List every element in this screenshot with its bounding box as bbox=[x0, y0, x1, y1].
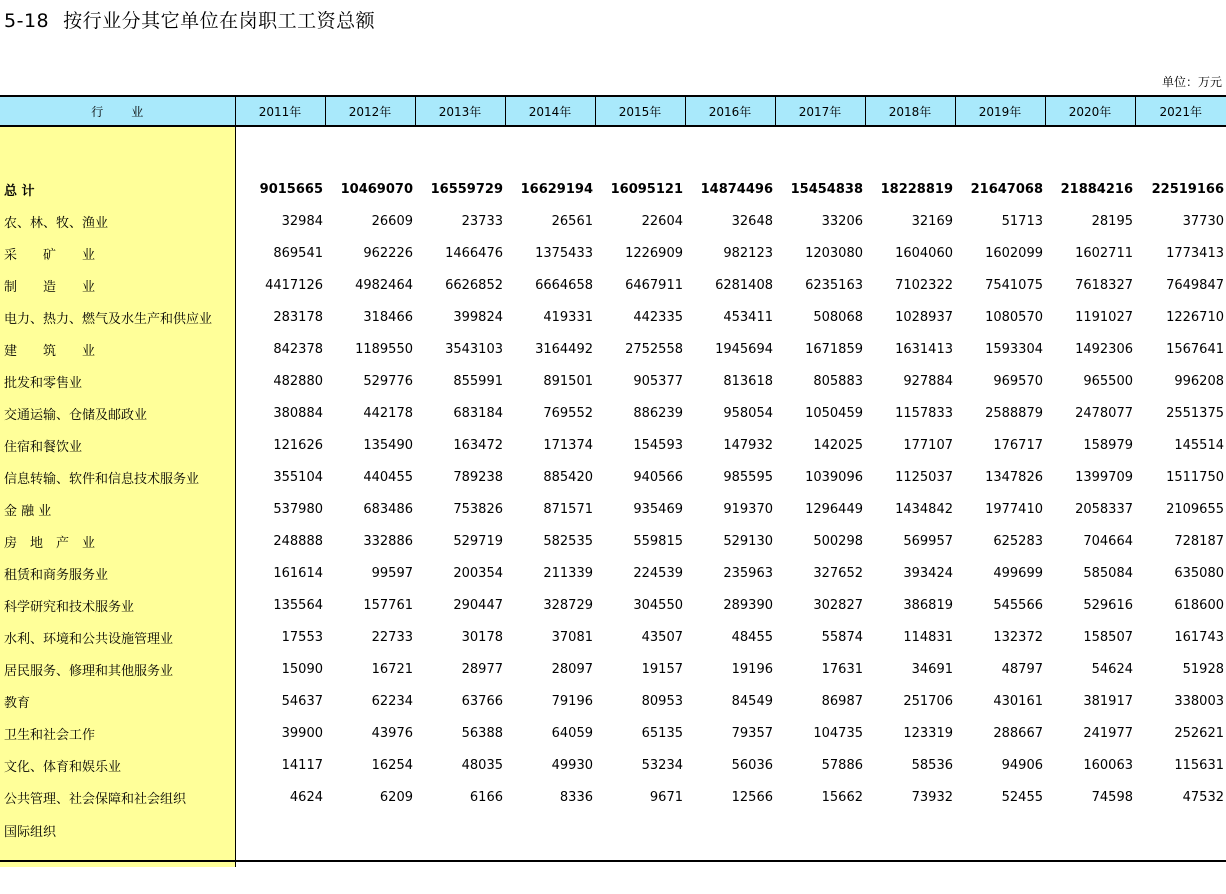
value-cell: 62234 bbox=[371, 693, 413, 709]
value-cell: 6166 bbox=[469, 789, 503, 805]
value-cell: 79357 bbox=[731, 725, 773, 741]
value-cell: 94906 bbox=[1001, 757, 1043, 773]
value-cell: 1602711 bbox=[1075, 245, 1133, 261]
table-row bbox=[0, 749, 1226, 781]
value-cell: 283178 bbox=[273, 309, 323, 325]
value-cell: 157761 bbox=[363, 597, 413, 613]
value-cell: 65135 bbox=[641, 725, 683, 741]
value-cell: 6467911 bbox=[625, 277, 683, 293]
value-cell: 48035 bbox=[461, 757, 503, 773]
value-cell: 48797 bbox=[1001, 661, 1043, 677]
value-cell: 135564 bbox=[273, 597, 323, 613]
value-cell: 9671 bbox=[649, 789, 683, 805]
value-cell bbox=[775, 813, 865, 867]
value-cell bbox=[235, 813, 325, 867]
value-cell: 21884216 bbox=[1060, 181, 1133, 197]
value-cell: 16559729 bbox=[430, 181, 503, 197]
value-cell: 51713 bbox=[1001, 213, 1043, 229]
value-cell: 2478077 bbox=[1075, 405, 1133, 421]
value-cell: 683486 bbox=[363, 501, 413, 517]
value-cell: 32648 bbox=[731, 213, 773, 229]
value-cell: 1977410 bbox=[985, 501, 1043, 517]
value-cell: 529719 bbox=[453, 533, 503, 549]
value-cell: 304550 bbox=[633, 597, 683, 613]
value-cell: 251706 bbox=[903, 693, 953, 709]
value-cell: 52455 bbox=[1001, 789, 1043, 805]
value-cell: 442335 bbox=[633, 309, 683, 325]
table-row bbox=[0, 685, 1226, 717]
industry-name: 房 地 产 业 bbox=[0, 525, 235, 557]
value-cell: 813618 bbox=[723, 373, 773, 389]
value-cell: 19157 bbox=[641, 661, 683, 677]
value-cell bbox=[1135, 813, 1226, 867]
year-header: 2014年 bbox=[505, 96, 595, 126]
value-cell: 48455 bbox=[731, 629, 773, 645]
value-cell: 51928 bbox=[1182, 661, 1224, 677]
table-row bbox=[0, 493, 1226, 525]
table-row bbox=[0, 525, 1226, 557]
value-cell: 33206 bbox=[821, 213, 863, 229]
value-cell: 1296449 bbox=[805, 501, 863, 517]
value-cell: 1189550 bbox=[355, 341, 413, 357]
value-cell: 1039096 bbox=[805, 469, 863, 485]
industry-name: 总 计 bbox=[0, 173, 235, 205]
value-cell: 64059 bbox=[551, 725, 593, 741]
value-cell: 7649847 bbox=[1166, 277, 1224, 293]
value-cell: 1125037 bbox=[895, 469, 953, 485]
industry-name: 电力、热力、燃气及水生产和供应业 bbox=[0, 301, 235, 333]
value-cell: 6281408 bbox=[715, 277, 773, 293]
table-row bbox=[0, 237, 1226, 269]
value-cell: 618600 bbox=[1174, 597, 1224, 613]
value-cell: 2551375 bbox=[1166, 405, 1224, 421]
value-cell: 17631 bbox=[821, 661, 863, 677]
value-cell: 1050459 bbox=[805, 405, 863, 421]
value-cell: 171374 bbox=[543, 437, 593, 453]
value-cell: 842378 bbox=[273, 341, 323, 357]
table-row bbox=[0, 333, 1226, 365]
value-cell: 1080570 bbox=[985, 309, 1043, 325]
value-cell: 99597 bbox=[371, 565, 413, 581]
industry-name: 租赁和商务服务业 bbox=[0, 557, 235, 589]
value-cell: 1604060 bbox=[895, 245, 953, 261]
value-cell: 393424 bbox=[903, 565, 953, 581]
value-cell: 7541075 bbox=[985, 277, 1043, 293]
value-cell: 1593304 bbox=[985, 341, 1043, 357]
value-cell: 135490 bbox=[363, 437, 413, 453]
value-cell: 2058337 bbox=[1075, 501, 1133, 517]
value-cell: 17553 bbox=[281, 629, 323, 645]
value-cell: 32984 bbox=[281, 213, 323, 229]
value-cell: 14874496 bbox=[700, 181, 773, 197]
value-cell: 982123 bbox=[723, 245, 773, 261]
value-cell: 14117 bbox=[281, 757, 323, 773]
value-cell: 28195 bbox=[1091, 213, 1133, 229]
value-cell: 996208 bbox=[1174, 373, 1224, 389]
value-cell: 154593 bbox=[633, 437, 683, 453]
table-row bbox=[0, 621, 1226, 653]
value-cell: 43507 bbox=[641, 629, 683, 645]
value-cell: 290447 bbox=[453, 597, 503, 613]
value-cell: 559815 bbox=[633, 533, 683, 549]
value-cell: 332886 bbox=[363, 533, 413, 549]
value-cell: 37081 bbox=[551, 629, 593, 645]
value-cell: 132372 bbox=[993, 629, 1043, 645]
industry-name: 采 矿 业 bbox=[0, 237, 235, 269]
value-cell: 160063 bbox=[1083, 757, 1133, 773]
table-number: 5-18 bbox=[4, 10, 50, 32]
value-cell: 6209 bbox=[379, 789, 413, 805]
value-cell: 728187 bbox=[1174, 533, 1224, 549]
value-cell: 1434842 bbox=[895, 501, 953, 517]
value-cell: 86987 bbox=[821, 693, 863, 709]
value-cell: 891501 bbox=[543, 373, 593, 389]
value-cell: 15090 bbox=[281, 661, 323, 677]
value-cell: 58536 bbox=[911, 757, 953, 773]
value-cell: 635080 bbox=[1174, 565, 1224, 581]
value-cell: 1511750 bbox=[1166, 469, 1224, 485]
year-header: 2021年 bbox=[1135, 96, 1226, 126]
page-title bbox=[4, 6, 375, 33]
value-cell: 200354 bbox=[453, 565, 503, 581]
value-cell: 962226 bbox=[363, 245, 413, 261]
value-cell: 37730 bbox=[1182, 213, 1224, 229]
table-row bbox=[0, 397, 1226, 429]
value-cell bbox=[325, 813, 415, 867]
value-cell bbox=[1045, 813, 1135, 867]
value-cell: 73932 bbox=[911, 789, 953, 805]
industry-name: 农、林、牧、渔业 bbox=[0, 205, 235, 237]
table-row bbox=[0, 365, 1226, 397]
industry-name: 科学研究和技术服务业 bbox=[0, 589, 235, 621]
industry-name: 交通运输、仓储及邮政业 bbox=[0, 397, 235, 429]
value-cell: 1226710 bbox=[1166, 309, 1224, 325]
value-cell: 869541 bbox=[273, 245, 323, 261]
value-cell: 54637 bbox=[281, 693, 323, 709]
table-row bbox=[0, 557, 1226, 589]
value-cell: 885420 bbox=[543, 469, 593, 485]
value-cell: 57886 bbox=[821, 757, 863, 773]
value-cell: 537980 bbox=[273, 501, 323, 517]
industry-name: 制 造 业 bbox=[0, 269, 235, 301]
value-cell: 969570 bbox=[993, 373, 1043, 389]
value-cell: 1226909 bbox=[625, 245, 683, 261]
value-cell: 529776 bbox=[363, 373, 413, 389]
year-header: 2020年 bbox=[1045, 96, 1135, 126]
value-cell: 4417126 bbox=[265, 277, 323, 293]
value-cell: 327652 bbox=[813, 565, 863, 581]
value-cell: 18228819 bbox=[880, 181, 953, 197]
value-cell: 176717 bbox=[993, 437, 1043, 453]
table-bottom-rule bbox=[0, 860, 1226, 862]
value-cell: 54624 bbox=[1091, 661, 1133, 677]
value-cell: 2752558 bbox=[625, 341, 683, 357]
value-cell: 147932 bbox=[723, 437, 773, 453]
table-row bbox=[0, 429, 1226, 461]
value-cell: 585084 bbox=[1083, 565, 1133, 581]
value-cell: 399824 bbox=[453, 309, 503, 325]
value-cell: 47532 bbox=[1182, 789, 1224, 805]
value-cell: 30178 bbox=[461, 629, 503, 645]
value-cell: 158507 bbox=[1083, 629, 1133, 645]
value-cell bbox=[865, 813, 955, 867]
value-cell: 328729 bbox=[543, 597, 593, 613]
value-cell: 15662 bbox=[821, 789, 863, 805]
value-cell: 1157833 bbox=[895, 405, 953, 421]
value-cell: 1347826 bbox=[985, 469, 1043, 485]
value-cell: 2109655 bbox=[1166, 501, 1224, 517]
value-cell: 56388 bbox=[461, 725, 503, 741]
value-cell: 235963 bbox=[723, 565, 773, 581]
value-cell: 23733 bbox=[461, 213, 503, 229]
value-cell: 500298 bbox=[813, 533, 863, 549]
value-cell: 769552 bbox=[543, 405, 593, 421]
table-row bbox=[0, 461, 1226, 493]
value-cell: 440455 bbox=[363, 469, 413, 485]
value-cell: 39900 bbox=[281, 725, 323, 741]
value-cell: 12566 bbox=[731, 789, 773, 805]
industry-header: 行业 bbox=[0, 96, 235, 126]
value-cell: 1466476 bbox=[445, 245, 503, 261]
value-cell: 104735 bbox=[813, 725, 863, 741]
year-header: 2017年 bbox=[775, 96, 865, 126]
value-cell: 16629194 bbox=[520, 181, 593, 197]
value-cell: 508068 bbox=[813, 309, 863, 325]
value-cell: 453411 bbox=[723, 309, 773, 325]
industry-name: 住宿和餐饮业 bbox=[0, 429, 235, 461]
value-cell: 53234 bbox=[641, 757, 683, 773]
table-row bbox=[0, 301, 1226, 333]
industry-name: 文化、体育和娱乐业 bbox=[0, 749, 235, 781]
value-cell: 8336 bbox=[559, 789, 593, 805]
value-cell: 855991 bbox=[453, 373, 503, 389]
value-cell: 965500 bbox=[1083, 373, 1133, 389]
value-cell: 22519166 bbox=[1151, 181, 1224, 197]
value-cell: 177107 bbox=[903, 437, 953, 453]
value-cell: 985595 bbox=[723, 469, 773, 485]
industry-name: 批发和零售业 bbox=[0, 365, 235, 397]
value-cell: 22604 bbox=[641, 213, 683, 229]
value-cell: 74598 bbox=[1091, 789, 1133, 805]
year-header: 2019年 bbox=[955, 96, 1045, 126]
value-cell: 15454838 bbox=[790, 181, 863, 197]
value-cell: 338003 bbox=[1174, 693, 1224, 709]
year-header: 2013年 bbox=[415, 96, 505, 126]
value-cell: 381917 bbox=[1083, 693, 1133, 709]
value-cell: 16095121 bbox=[610, 181, 683, 197]
value-cell: 905377 bbox=[633, 373, 683, 389]
value-cell: 79196 bbox=[551, 693, 593, 709]
year-header: 2012年 bbox=[325, 96, 415, 126]
value-cell: 1375433 bbox=[535, 245, 593, 261]
value-cell: 805883 bbox=[813, 373, 863, 389]
spacer-row bbox=[0, 126, 1226, 173]
value-cell: 302827 bbox=[813, 597, 863, 613]
value-cell: 16721 bbox=[371, 661, 413, 677]
year-header: 2011年 bbox=[235, 96, 325, 126]
value-cell: 355104 bbox=[273, 469, 323, 485]
value-cell: 582535 bbox=[543, 533, 593, 549]
value-cell: 1567641 bbox=[1166, 341, 1224, 357]
value-cell: 22733 bbox=[371, 629, 413, 645]
value-cell: 1671859 bbox=[805, 341, 863, 357]
value-cell: 1631413 bbox=[895, 341, 953, 357]
value-cell: 430161 bbox=[993, 693, 1043, 709]
value-cell: 1399709 bbox=[1075, 469, 1133, 485]
value-cell: 121626 bbox=[273, 437, 323, 453]
wage-table bbox=[0, 95, 1226, 867]
value-cell: 16254 bbox=[371, 757, 413, 773]
value-cell: 1945694 bbox=[715, 341, 773, 357]
industry-name: 建 筑 业 bbox=[0, 333, 235, 365]
value-cell: 789238 bbox=[453, 469, 503, 485]
value-cell bbox=[505, 813, 595, 867]
value-cell: 84549 bbox=[731, 693, 773, 709]
value-cell: 55874 bbox=[821, 629, 863, 645]
value-cell: 158979 bbox=[1083, 437, 1133, 453]
value-cell: 63766 bbox=[461, 693, 503, 709]
header-row bbox=[0, 96, 1226, 126]
table-row bbox=[0, 653, 1226, 685]
value-cell: 4982464 bbox=[355, 277, 413, 293]
industry-name: 卫生和社会工作 bbox=[0, 717, 235, 749]
value-cell: 1602099 bbox=[985, 245, 1043, 261]
value-cell: 21647068 bbox=[970, 181, 1043, 197]
industry-name: 信息转输、软件和信息技术服务业 bbox=[0, 461, 235, 493]
value-cell: 940566 bbox=[633, 469, 683, 485]
industry-name: 公共管理、社会保障和社会组织 bbox=[0, 781, 235, 813]
value-cell: 289390 bbox=[723, 597, 773, 613]
value-cell: 2588879 bbox=[985, 405, 1043, 421]
industry-name: 水利、环境和公共设施管理业 bbox=[0, 621, 235, 653]
value-cell: 114831 bbox=[903, 629, 953, 645]
value-cell: 499699 bbox=[993, 565, 1043, 581]
unit-label: 单位：万元 bbox=[1161, 75, 1222, 89]
value-cell: 241977 bbox=[1083, 725, 1133, 741]
value-cell: 380884 bbox=[273, 405, 323, 421]
table-row bbox=[0, 589, 1226, 621]
value-cell: 34691 bbox=[911, 661, 953, 677]
value-cell: 1773413 bbox=[1166, 245, 1224, 261]
value-cell: 142025 bbox=[813, 437, 863, 453]
value-cell: 683184 bbox=[453, 405, 503, 421]
industry-name: 居民服务、修理和其他服务业 bbox=[0, 653, 235, 685]
value-cell: 753826 bbox=[453, 501, 503, 517]
value-cell: 10469070 bbox=[340, 181, 413, 197]
value-cell: 3164492 bbox=[535, 341, 593, 357]
industry-name: 金 融 业 bbox=[0, 493, 235, 525]
industry-name: 国际组织 bbox=[0, 813, 235, 867]
value-cell: 569957 bbox=[903, 533, 953, 549]
value-cell: 211339 bbox=[543, 565, 593, 581]
value-cell: 886239 bbox=[633, 405, 683, 421]
total-row bbox=[0, 173, 1226, 205]
value-cell: 919370 bbox=[723, 501, 773, 517]
table-row bbox=[0, 781, 1226, 813]
value-cell: 163472 bbox=[453, 437, 503, 453]
value-cell: 224539 bbox=[633, 565, 683, 581]
value-cell: 145514 bbox=[1174, 437, 1224, 453]
value-cell: 625283 bbox=[993, 533, 1043, 549]
value-cell: 161743 bbox=[1174, 629, 1224, 645]
year-header: 2016年 bbox=[685, 96, 775, 126]
value-cell: 252621 bbox=[1174, 725, 1224, 741]
table-row bbox=[0, 205, 1226, 237]
value-cell: 482880 bbox=[273, 373, 323, 389]
value-cell: 7618327 bbox=[1075, 277, 1133, 293]
value-cell bbox=[415, 813, 505, 867]
value-cell: 9015665 bbox=[259, 181, 323, 197]
value-cell: 115631 bbox=[1174, 757, 1224, 773]
value-cell: 123319 bbox=[903, 725, 953, 741]
value-cell: 4624 bbox=[289, 789, 323, 805]
value-cell: 318466 bbox=[363, 309, 413, 325]
industry-name: 教育 bbox=[0, 685, 235, 717]
value-cell: 529616 bbox=[1083, 597, 1133, 613]
value-cell: 1203080 bbox=[805, 245, 863, 261]
value-cell bbox=[955, 813, 1045, 867]
value-cell: 704664 bbox=[1083, 533, 1133, 549]
value-cell: 26561 bbox=[551, 213, 593, 229]
value-cell: 32169 bbox=[911, 213, 953, 229]
value-cell: 1191027 bbox=[1075, 309, 1133, 325]
value-cell: 43976 bbox=[371, 725, 413, 741]
value-cell: 248888 bbox=[273, 533, 323, 549]
table-row bbox=[0, 717, 1226, 749]
value-cell: 419331 bbox=[543, 309, 593, 325]
table-row bbox=[0, 813, 1226, 867]
year-header: 2015年 bbox=[595, 96, 685, 126]
value-cell: 49930 bbox=[551, 757, 593, 773]
value-cell: 6626852 bbox=[445, 277, 503, 293]
value-cell: 161614 bbox=[273, 565, 323, 581]
value-cell: 386819 bbox=[903, 597, 953, 613]
table-title: 按行业分其它单位在岗职工工资总额 bbox=[63, 10, 376, 32]
value-cell: 28097 bbox=[551, 661, 593, 677]
value-cell bbox=[595, 813, 685, 867]
value-cell: 26609 bbox=[371, 213, 413, 229]
value-cell: 442178 bbox=[363, 405, 413, 421]
value-cell: 288667 bbox=[993, 725, 1043, 741]
value-cell bbox=[685, 813, 775, 867]
table-row bbox=[0, 269, 1226, 301]
value-cell: 3543103 bbox=[445, 341, 503, 357]
year-header: 2018年 bbox=[865, 96, 955, 126]
value-cell: 6235163 bbox=[805, 277, 863, 293]
value-cell: 1028937 bbox=[895, 309, 953, 325]
value-cell: 6664658 bbox=[535, 277, 593, 293]
value-cell: 545566 bbox=[993, 597, 1043, 613]
value-cell: 7102322 bbox=[895, 277, 953, 293]
value-cell: 529130 bbox=[723, 533, 773, 549]
value-cell: 80953 bbox=[641, 693, 683, 709]
value-cell: 927884 bbox=[903, 373, 953, 389]
value-cell: 56036 bbox=[731, 757, 773, 773]
value-cell: 1492306 bbox=[1075, 341, 1133, 357]
value-cell: 19196 bbox=[731, 661, 773, 677]
value-cell: 935469 bbox=[633, 501, 683, 517]
value-cell: 958054 bbox=[723, 405, 773, 421]
value-cell: 871571 bbox=[543, 501, 593, 517]
value-cell: 28977 bbox=[461, 661, 503, 677]
